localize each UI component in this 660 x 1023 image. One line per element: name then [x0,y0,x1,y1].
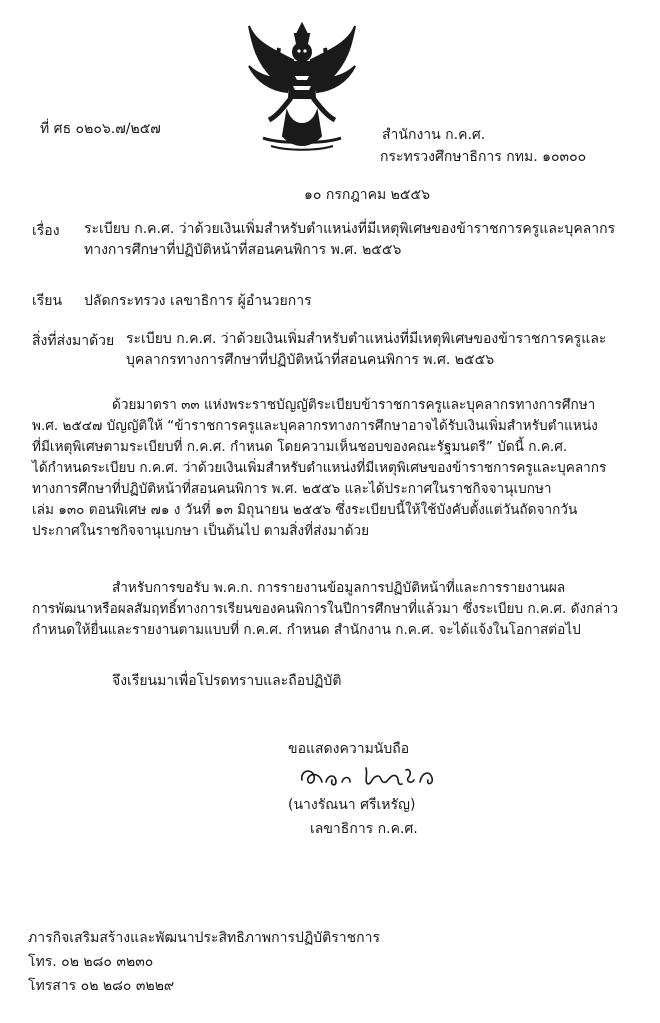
enclosure-text [126,329,606,371]
signer-name: (นางรัณนา ศรีเหรัญ) [288,797,416,813]
office-name: สำนักงาน ก.ค.ศ. [382,127,486,143]
signer-position: เลขาธิการ ก.ค.ศ. [310,821,418,837]
paragraph-line: พ.ศ. ๒๕๔๗ บัญญัติให้ “ข้าราชการครูและบุคลากรทางการศึกษาอาจได้รับเงินเพิ่มสำหรับตำแหน่ง [32,418,598,434]
office-address: กระทรวงศึกษาธิการ กทม. ๑๐๓๐๐ [380,149,587,165]
paragraph-line: เล่ม ๑๓๐ ตอนพิเศษ ๗๑ ง วันที่ ๑๓ มิถุนายน ๒๕๕๖ ซึ่งระเบียบนี้ให้ใช้บังคับตั้งแต่วันถัดจากวัน [32,502,578,518]
enclosure-label: สิ่งที่ส่งมาด้วย [32,333,115,349]
paragraph-line: ประกาศในราชกิจจานุเบกษา เป็นต้นไป ตามสิ่งที่ส่งมาด้วย [32,523,370,539]
subject-line: ทางการศึกษาที่ปฏิบัติหน้าที่สอนคนพิการ พ.ศ. ๒๕๕๖ [84,242,402,258]
handwritten-signature [292,760,472,794]
paragraph-line: ที่มีเหตุพิเศษตามระเบียบที่ ก.ค.ศ. กำหนด โดยความเห็นชอบของคณะรัฐมนตรี” บัดนี้ ก.ค.ศ. [32,439,568,455]
paragraph-line: ทางการศึกษาที่ปฏิบัติหน้าที่สอนคนพิการ พ.ศ. ๒๕๕๖ และได้ประกาศในราชกิจจานุเบกษา [32,481,552,497]
paragraph-line: กำหนดให้ยื่นและรายงานตามแบบที่ ก.ค.ศ. กำหนด สำนักงาน ก.ค.ศ. จะได้แจ้งในโอกาสต่อไป [32,622,581,638]
closing-request: จึงเรียนมาเพื่อโปรดทราบและถือปฏิบัติ [112,673,342,689]
enclosure-line: บุคลากรทางการศึกษาที่ปฏิบัติหน้าที่สอนคนพิการ พ.ศ. ๒๕๕๖ [126,352,495,368]
subject-line: ระเบียบ ก.ค.ศ. ว่าด้วยเงินเพิ่มสำหรับตำแหน่งที่มีเหตุพิเศษของข้าราชการครูและบุคลากร [84,221,616,237]
paragraph-line: สำหรับการขอรับ พ.ค.ก. การรายงานข้อมูลการปฏิบัติหน้าที่และการรายงานผล [112,580,566,596]
recipient-text: ปลัดกระทรวง เลขาธิการ ผู้อำนวยการ [84,293,312,309]
letter-date: ๑๐ กรกฎาคม ๒๕๕๖ [304,187,430,203]
enclosure-line: ระเบียบ ก.ค.ศ. ว่าด้วยเงินเพิ่มสำหรับตำแหน่งที่มีเหตุพิเศษของข้าราชการครูและ [126,331,607,347]
footer-department: ภารกิจเสริมสร้างและพัฒนาประสิทธิภาพการปฏิบัติราชการ [28,930,380,946]
subject-text [84,219,615,261]
subject-label: เรื่อง [32,223,60,239]
footer-phone: โทร. ๐๒ ๒๘๐ ๓๒๓๐ [28,954,154,970]
document-number: ที่ ศธ ๐๒๐๖.๗/๒๕๗ [40,121,161,137]
paragraph-line: การพัฒนาหรือผลสัมฤทธิ์ทางการเรียนของคนพิการในปีการศึกษาที่แล้วมา ซึ่งระเบียบ ก.ค.ศ. ดังกล่าว [32,601,618,617]
paragraph-line: ได้กำหนดระเบียบ ก.ค.ศ. ว่าด้วยเงินเพิ่มสำหรับตำแหน่งที่มีเหตุพิเศษของข้าราชการครูและบุคลากร [32,460,607,476]
footer-fax: โทรสาร ๐๒ ๒๘๐ ๓๒๒๙ [28,978,175,994]
garuda-emblem [243,20,361,152]
body-paragraph-1 [32,395,606,542]
paragraph-line: ด้วยมาตรา ๓๓ แห่งพระราชบัญญัติระเบียบข้าราชการครูและบุคลากรทางการศึกษา [112,397,596,413]
recipient-label: เรียน [32,293,63,309]
body-paragraph-2 [32,578,618,641]
closing-salutation: ขอแสดงความนับถือ [288,741,410,757]
